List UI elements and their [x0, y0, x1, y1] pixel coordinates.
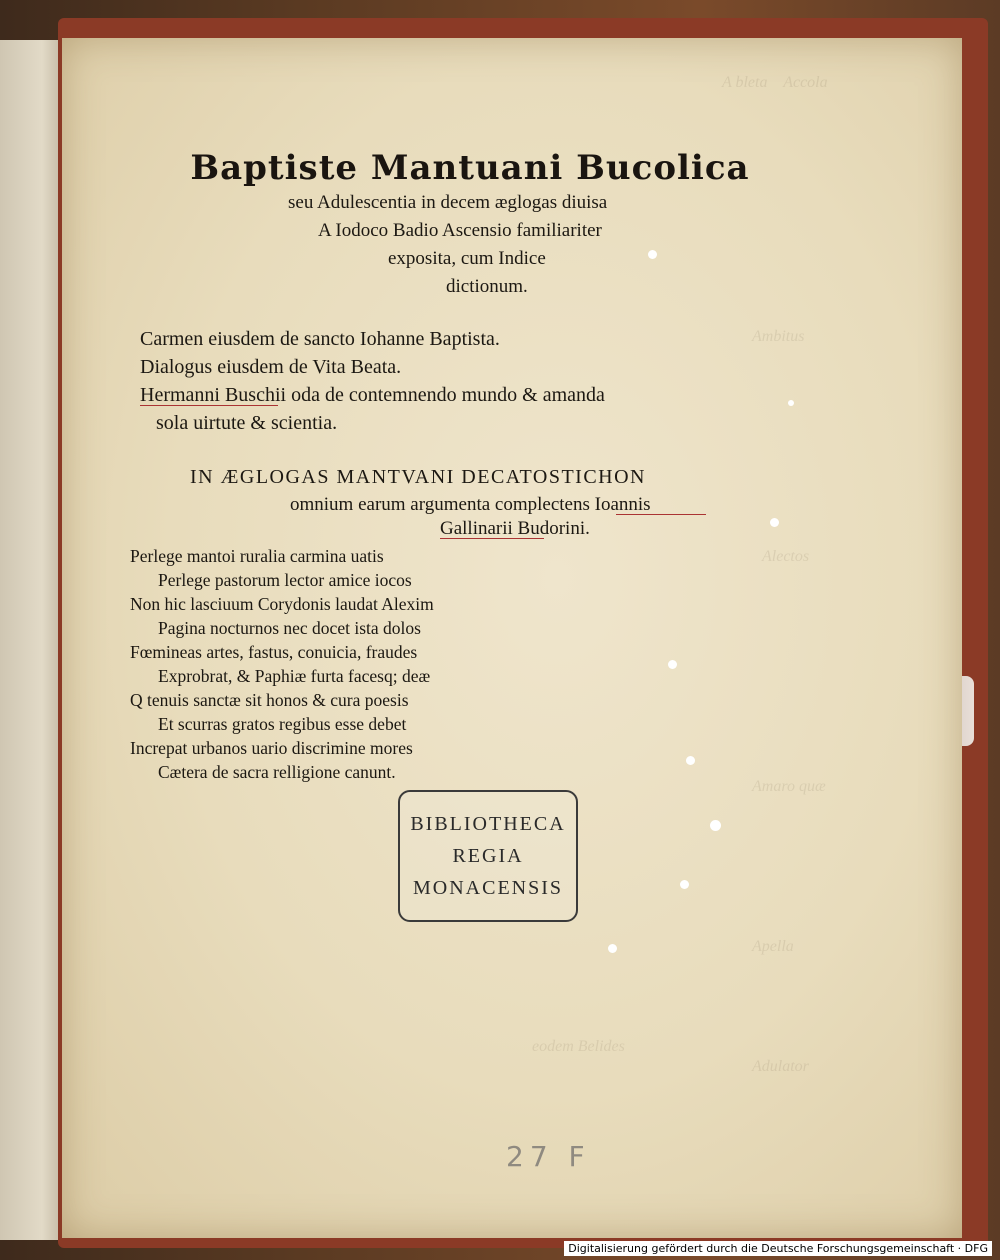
subtitle-line: exposita, cum Indice [388, 248, 546, 269]
verse-line: Fœmineas artes, fastus, conuicia, fraudes [130, 642, 418, 662]
dfg-footer: Digitalisierung gefördert durch die Deutsche Forschungsgemeinschaft · DFG [564, 1241, 992, 1256]
verse-line: Perlege pastorum lector amice iocos [158, 570, 412, 590]
show-through: Ambitus [752, 328, 805, 345]
stamp-line: BIBLIOTHECA [410, 813, 566, 835]
worm-hole [770, 518, 779, 527]
verse-line: Perlege mantoi ruralia carmina uatis [130, 546, 384, 566]
show-through: Adulator [752, 1058, 809, 1075]
show-through: Alectos [762, 548, 810, 565]
show-through: eodem Belides [532, 1038, 625, 1055]
verse-line: Pagina nocturnos nec docet ista dolos [158, 618, 421, 638]
show-through: Apella [752, 938, 794, 955]
verse-line: Increpat urbanos uario discrimine mores [130, 738, 413, 758]
worm-hole [648, 250, 657, 259]
stamp-line: MONACENSIS [412, 877, 564, 899]
poem-heading: IN ÆGLOGAS MANTVANI DECATOSTICHON [190, 466, 646, 488]
contents-line: sola uirtute & scientia. [156, 412, 338, 434]
subtitle-line: A Iodoco Badio Ascensio familiariter [318, 220, 602, 241]
book-title: Baptiste Mantuani Bucolica [190, 148, 750, 188]
red-underline [616, 514, 706, 515]
poem-subheading: Gallinarii Budorini. [440, 518, 590, 539]
contents-line: Carmen eiusdem de sancto Iohanne Baptista. [140, 328, 500, 350]
worm-hole [686, 756, 695, 765]
contents-line: Hermanni Buschii oda de contemnendo mundo & amanda [140, 384, 605, 406]
worm-hole [680, 880, 689, 889]
stamp-line: REGIA [452, 845, 524, 867]
worm-hole [710, 820, 721, 831]
contents-line: Dialogus eiusdem de Vita Beata. [140, 356, 402, 378]
show-through: Amaro quæ [752, 778, 826, 795]
red-underline [140, 405, 278, 406]
worm-hole [788, 400, 794, 406]
worm-hole [608, 944, 617, 953]
verse-line: Exprobrat, & Paphiæ furta facesq; deæ [158, 666, 431, 686]
show-through: A bleta Accola [722, 74, 828, 91]
poem-subheading: omnium earum argumenta complectens Ioannis [290, 494, 651, 515]
library-stamp [398, 790, 578, 922]
worm-hole [668, 660, 677, 669]
verse-line: Non hic lasciuum Corydonis laudat Alexim [130, 594, 434, 614]
subtitle-line: dictionum. [446, 276, 528, 297]
red-underline [440, 538, 544, 539]
verse-line: Cætera de sacra relligione canunt. [158, 762, 396, 782]
verse-line: Et scurras gratos regibus esse debet [158, 714, 407, 734]
subtitle-line: seu Adulescentia in decem æglogas diuisa [288, 192, 608, 213]
verse-line: Q tenuis sanctæ sit honos & cura poesis [130, 690, 409, 710]
shelfmark-pencil: 27 F [506, 1140, 591, 1173]
